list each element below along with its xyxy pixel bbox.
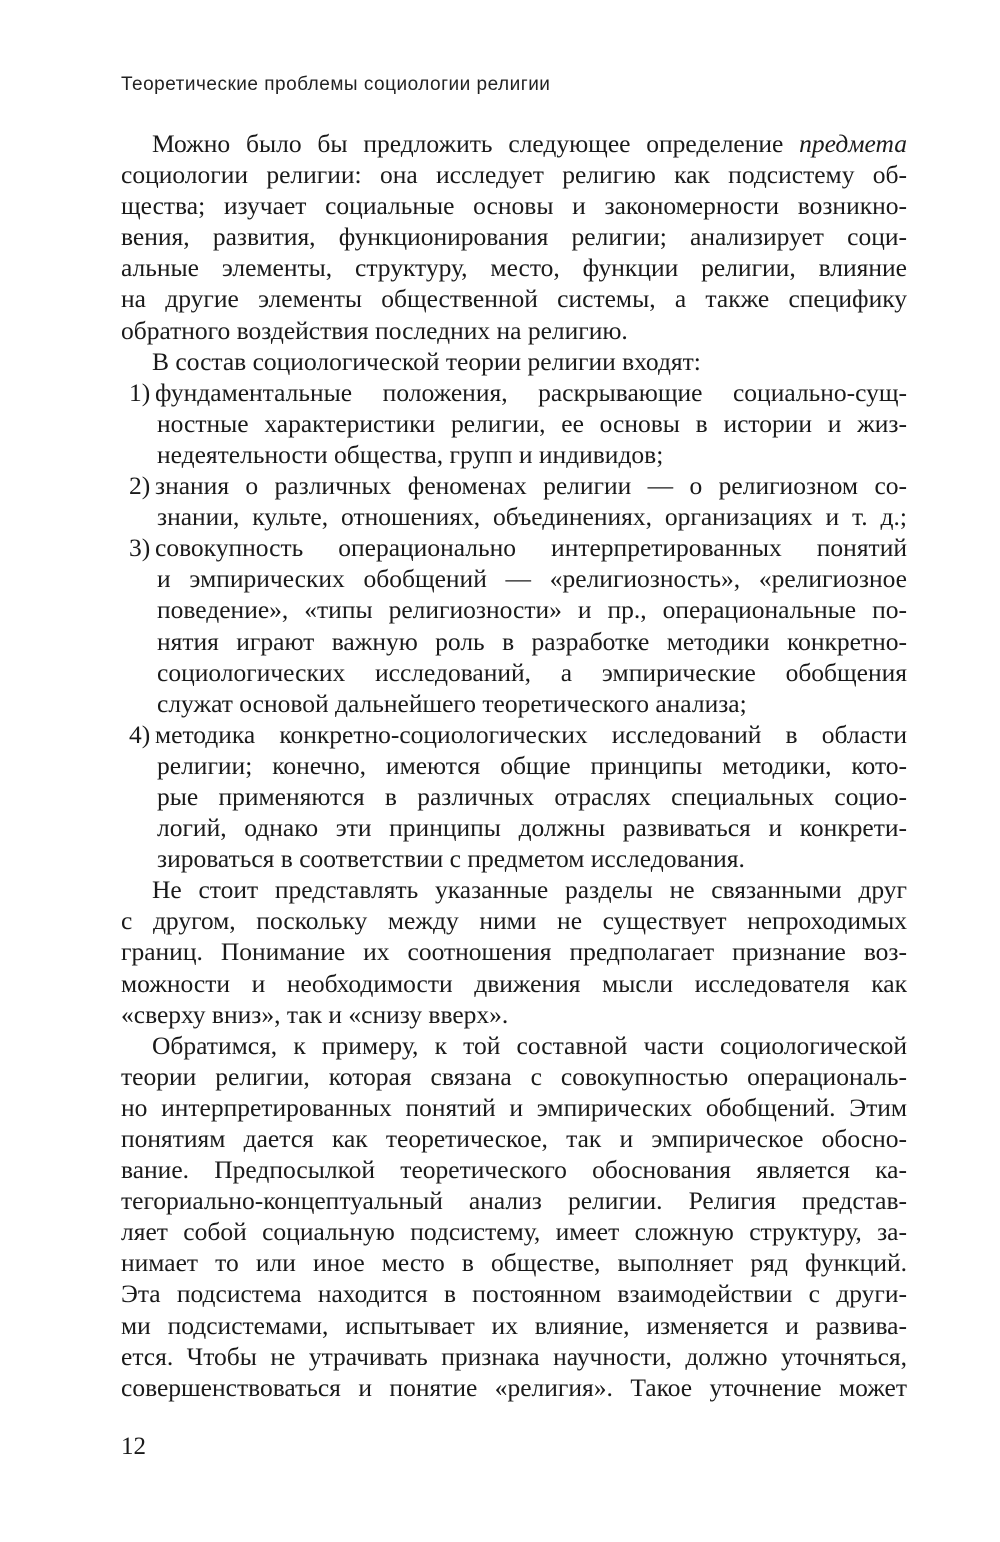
line-text: с другом, поскольку между ними не существует непроходимых [121,906,907,936]
line-text: недеятельности общества, групп и индивидов; [157,439,664,469]
line-text: зироваться в соответствии с предметом исследования. [157,844,745,874]
line-text: Обратимся, к примеру, к той составной части социологической [152,1030,907,1060]
text-line [121,1341,907,1372]
line-text: нятия играют важную роль в разработке методики конкретно- [157,626,907,656]
line-text: рые применяются в различных отраслях специальных социо- [157,781,907,811]
line-text: Можно было бы предложить следующее определение [152,129,800,158]
text-line [121,252,907,283]
text-line [121,1154,907,1185]
line-text: совокупность операционально интерпретированных понятий [155,533,907,563]
line-text: социологических исследований, а эмпирические обобщения [157,657,907,687]
text-line [121,563,907,594]
text-line [121,470,907,501]
text-line [121,283,907,314]
text-line [121,1030,907,1061]
line-text: вание. Предпосылкой теоретического обоснования является ка- [121,1155,907,1185]
line-text: методика конкретно-социологических исследований в области [155,719,907,749]
line-text: ляет собой социальную подсистему, имеет сложную структуру, за- [121,1217,907,1247]
text-line [121,1278,907,1309]
text-line [121,190,907,221]
line-text: религии; конечно, имеются общие принципы методики, кото- [157,750,907,780]
line-text: обратного воздействия последних на религию. [121,315,628,345]
line-text: но интерпретированных понятий и эмпирических обобщений. Этим [121,1092,907,1122]
line-text: совершенствоваться и понятие «религия». Такое уточнение может [121,1372,907,1402]
text-line [121,315,907,346]
line-text: ностные характеристики религии, ее основы в истории и жиз- [157,408,907,438]
text-line [121,1185,907,1216]
text-line [121,159,907,190]
text-line [121,439,907,470]
line-text: «сверху вниз», так и «снизу вверх». [121,999,509,1029]
text-line [121,1092,907,1123]
line-text: знания о различных феноменах религии — о религиозном со- [155,471,907,501]
text-line [121,1123,907,1154]
body-text [121,128,907,1403]
text-line [121,781,907,812]
text-line [121,999,907,1030]
text-line [121,719,907,750]
text-line [121,968,907,999]
line-text: теории религии, которая связана с совокупностью операциональ- [121,1061,907,1091]
line-text: и эмпирических обобщений — «религиозность», «религиозное [157,564,907,594]
text-line [121,221,907,252]
text-line [121,1216,907,1247]
line-text: Эта подсистема находится в постоянном взаимодействии с други- [121,1279,907,1309]
line-text: можности и необходимости движения мысли исследователя как [121,968,907,998]
text-line [121,377,907,408]
line-text: служат основой дальнейшего теоретического анализа; [157,688,747,718]
list-number: 1) [129,377,151,407]
line-text: логий, однако эти принципы должны развиваться и конкрети- [157,813,907,843]
italic-term: предмета [799,129,907,158]
list-number: 2) [129,471,151,501]
text-line [121,1372,907,1403]
line-text: вения, развития, функционирования религии; анализирует соци- [121,222,907,252]
line-text: понятиям дается как теоретическое, так и эмпирическое обосно- [121,1124,907,1153]
line-text: ется. Чтобы не утрачивать признака научности, должно уточняться, [121,1341,907,1371]
list-number: 4) [129,719,151,749]
line-text: нимает то или иное место в обществе, выполняет ряд функций. [121,1248,907,1278]
text-line [121,501,907,532]
text-line [121,1061,907,1092]
line-text: границ. Понимание их соотношения предполагает признание воз- [121,937,907,967]
text-line [121,812,907,843]
line-text: щества; изучает социальные основы и закономерности возникно- [121,191,907,221]
text-line [121,688,907,719]
line-text: альные элементы, структуру, место, функции религии, влияние [121,253,907,283]
text-line [121,408,907,439]
page-number: 12 [121,1433,146,1460]
line-text: В состав социологической теории религии входят: [152,346,701,376]
text-line [121,905,907,936]
line-text: знании, культе, отношениях, объединениях, организациях и т. д.; [157,502,907,532]
text-line [121,936,907,967]
text-line [121,128,907,159]
line-text: Не стоит представлять указанные разделы не связанными друг [152,875,907,905]
text-line [121,874,907,905]
text-line [121,594,907,625]
text-line [121,532,907,563]
line-text: поведение», «типы религиозности» и пр., операциональные по- [157,595,907,625]
text-line [121,1247,907,1278]
line-text: фундаментальные положения, раскрывающие социально-сущ- [155,377,907,407]
text-line [121,626,907,657]
text-line [121,843,907,874]
line-text: тегориально-концептуальный анализ религии. Религия представ- [121,1186,907,1216]
line-text: ми подсистемами, испытывает их влияние, изменяется и развива- [121,1310,907,1340]
line-text: социологии религии: она исследует религию как подсистему об- [121,160,907,190]
running-head: Теоретические проблемы социологии религии [121,74,551,95]
text-line [121,1310,907,1341]
text-line [121,346,907,377]
line-text: на другие элементы общественной системы, а также специфику [121,284,907,314]
text-line [121,750,907,781]
text-line [121,657,907,688]
list-number: 3) [129,533,151,563]
